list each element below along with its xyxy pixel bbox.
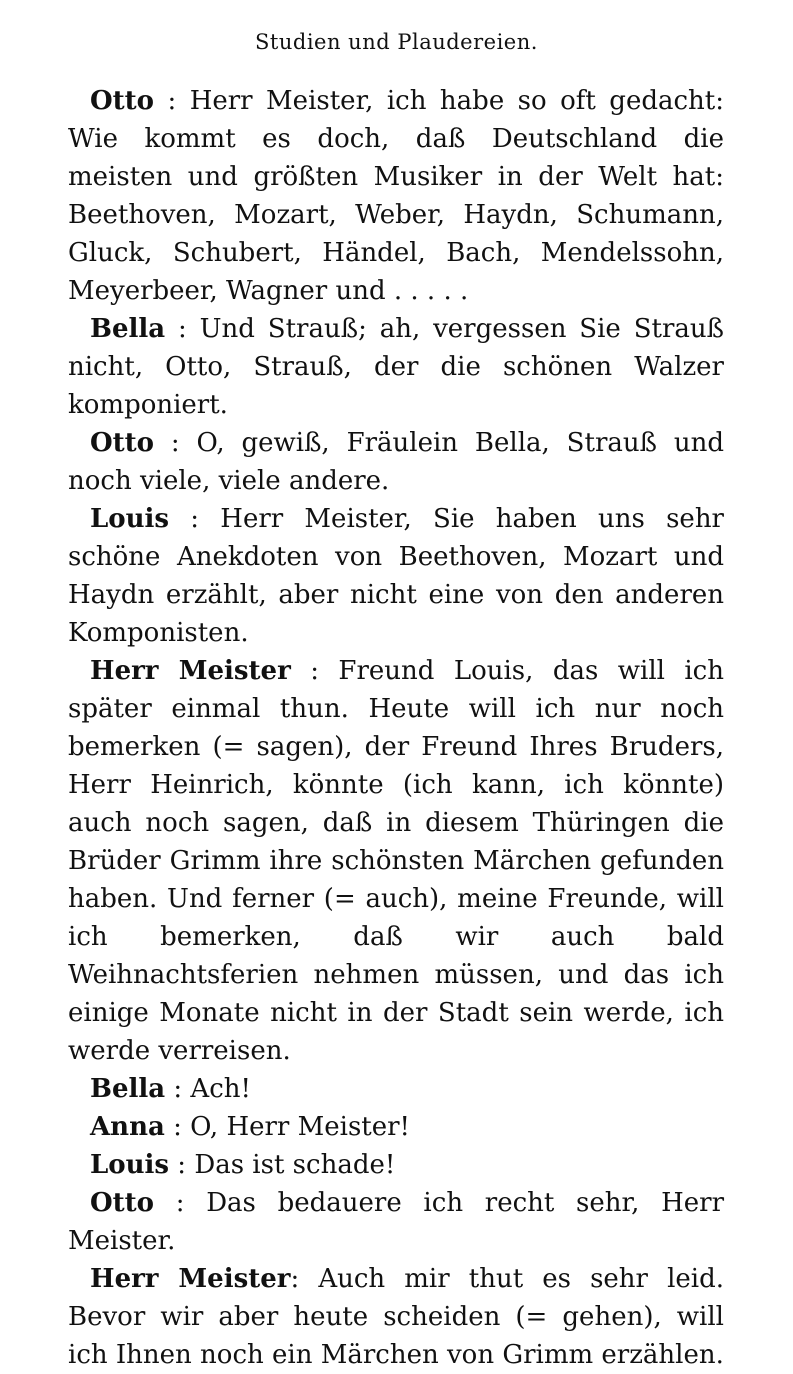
dialogue-paragraph-3 (68, 424, 724, 500)
speaker-name: Herr Meister (90, 1264, 291, 1294)
dialogue-line: Auch mir thut es sehr leid. Bevor wir aber heute scheiden (= gehen), will ich Ihnen noch ein Märchen von Grimm erzählen. (68, 1264, 724, 1370)
dialogue-line: Das bedauere ich recht sehr, Herr Meister. (68, 1188, 724, 1256)
dialogue-paragraph-8 (68, 1146, 724, 1184)
speaker-name: Herr Meister (90, 656, 291, 686)
speaker-separator: : (154, 1188, 207, 1218)
dialogue-line: O, Herr Meister! (190, 1112, 411, 1142)
speaker-separator: : (164, 1112, 191, 1142)
dialogue-line: Herr Meister, ich habe so oft gedacht: Wie kommt es doch, daß Deutschland die meisten und größten Musiker in der Welt hat: Beethoven, Mozart, Weber, Haydn, Schumann, Gluck, Schubert, Händel, Bach, Mendelssohn, Meyerbeer, Wagner und . . . . . (68, 86, 724, 306)
speaker-separator: : (154, 428, 197, 458)
speaker-separator: : (165, 314, 200, 344)
speaker-name: Bella (90, 1074, 166, 1104)
dialogue-text (68, 82, 724, 1374)
dialogue-paragraph-2 (68, 310, 724, 424)
dialogue-line: Das ist schade! (194, 1150, 396, 1180)
dialogue-line: Freund Louis, das will ich später einmal thun. Heute will ich nur noch bemerken (= sagen), der Freund Ihres Bruders, Herr Heinrich, könnte (ich kann, ich könnte) auch noch sagen, daß in diesem Thüringen die Brüder Grimm ihre schönsten Märchen gefunden haben. Und ferner (= auch), meine Freunde, will ich bemerken, daß wir auch bald Weihnachtsferien nehmen müssen, und das ich einige Monate nicht in der Stadt sein werde, ich werde verreisen. (68, 656, 724, 1066)
dialogue-paragraph-10 (68, 1260, 724, 1374)
speaker-name: Bella (90, 314, 166, 344)
dialogue-paragraph-6 (68, 1070, 724, 1108)
speaker-name: Anna (90, 1112, 165, 1142)
speaker-name: Otto (90, 1188, 155, 1218)
dialogue-paragraph-9 (68, 1184, 724, 1260)
speaker-separator: : (290, 1264, 319, 1294)
speaker-separator: : (290, 656, 339, 686)
dialogue-line: Herr Meister, Sie haben uns sehr schöne Anekdoten von Beethoven, Mozart und Haydn erzählt, aber nicht eine von den anderen Komponisten. (68, 504, 724, 648)
speaker-name: Louis (90, 504, 170, 534)
dialogue-paragraph-7 (68, 1108, 724, 1146)
speaker-name: Otto (90, 86, 155, 116)
dialogue-line: Und Strauß; ah, vergessen Sie Strauß nicht, Otto, Strauß, der die schönen Walzer komponiert. (68, 314, 724, 420)
dialogue-paragraph-4 (68, 500, 724, 652)
speaker-name: Otto (90, 428, 155, 458)
speaker-separator: : (169, 504, 221, 534)
speaker-name: Louis (90, 1150, 170, 1180)
speaker-separator: : (165, 1074, 191, 1104)
dialogue-line: O, gewiß, Fräulein Bella, Strauß und noch viele, viele andere. (68, 428, 724, 496)
dialogue-line: Ach! (190, 1074, 251, 1104)
dialogue-paragraph-1 (68, 82, 724, 310)
speaker-separator: : (169, 1150, 195, 1180)
speaker-separator: : (154, 86, 190, 116)
running-head: Studien und Plaudereien. (255, 30, 538, 54)
dialogue-paragraph-5 (68, 652, 724, 1070)
